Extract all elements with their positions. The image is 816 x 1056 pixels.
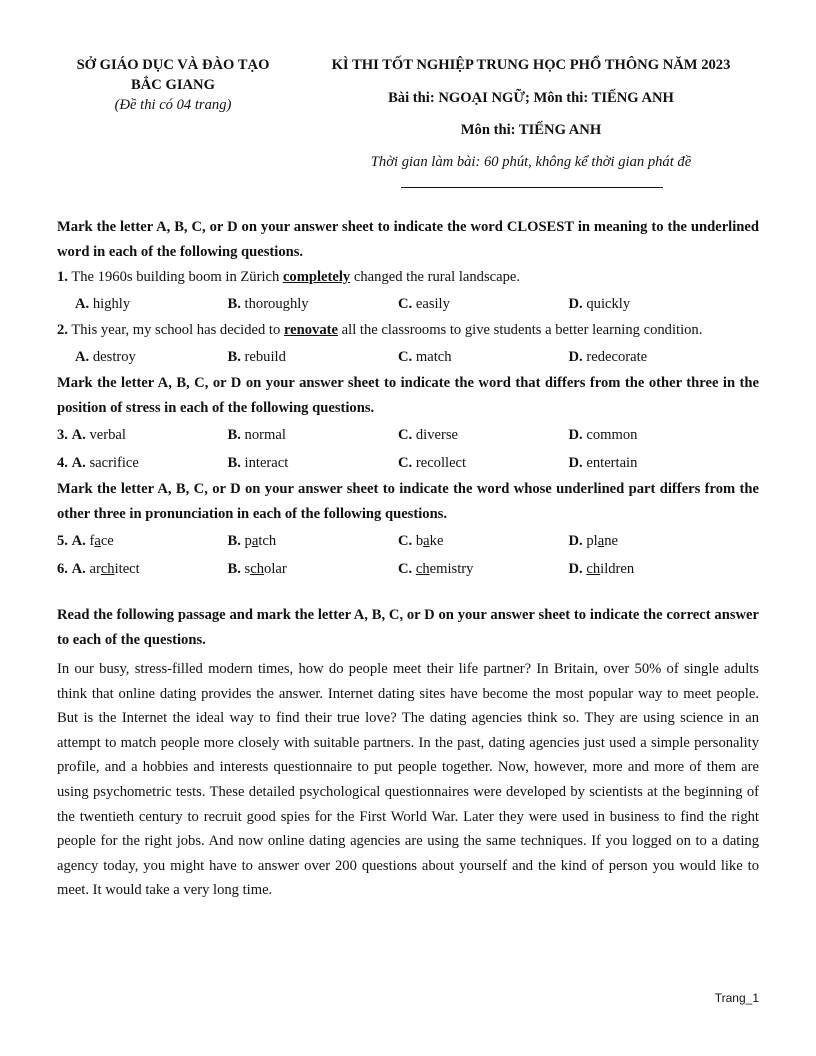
instruction-stress: Mark the letter A, B, C, or D on your answer sheet to indicate the word that differs from the other three in the position of stress in each of the following questions. <box>57 375 759 416</box>
question-3 <box>57 421 759 449</box>
underlined-word: renovate <box>283 322 338 338</box>
underlined-letters: a <box>597 533 605 549</box>
option-c[interactable]: C. bake <box>398 533 444 549</box>
underlined-word: completely <box>282 269 351 285</box>
exam-subject: Bài thi: NGOẠI NGỮ; Môn thi: TIẾNG ANH <box>388 90 674 106</box>
page-number: Trang_1 <box>714 991 759 1005</box>
header-exam-info <box>300 55 762 172</box>
instruction-pronunciation: Mark the letter A, B, C, or D on your answer sheet to indicate the word whose underlined part differs from the other three in pronunciation in each of the following questions. <box>57 481 759 522</box>
question-text: changed the rural landscape. <box>353 269 521 285</box>
option-d[interactable]: D. entertain <box>568 455 638 471</box>
exam-title: KÌ THI TỐT NGHIỆP TRUNG HỌC PHỔ THÔNG NĂM 2023 <box>331 57 731 73</box>
instruction-reading: Read the following passage and mark the letter A, B, C, or D on your answer sheet to indicate the correct answer to each of the questions. <box>57 607 759 648</box>
option-a[interactable]: A. destroy <box>75 349 136 365</box>
option-a[interactable]: 5. A. face <box>57 533 114 549</box>
header-divider <box>401 187 663 188</box>
underlined-letters: ch <box>586 561 601 577</box>
question-number: 2. <box>57 322 68 338</box>
option-b[interactable]: B. scholar <box>227 561 287 577</box>
department-name: SỞ GIÁO DỤC VÀ ĐÀO TẠO <box>76 57 270 73</box>
question-2-options <box>57 343 759 371</box>
question-1-options <box>57 290 759 318</box>
section-spacer <box>57 583 759 603</box>
question-text: The 1960s building boom in Zürich <box>71 269 280 285</box>
question-5 <box>57 527 759 555</box>
pages-note: (Đề thi có 04 trang) <box>114 97 232 113</box>
option-b[interactable]: B. patch <box>227 533 277 549</box>
option-b[interactable]: B. normal <box>227 427 286 443</box>
question-4 <box>57 449 759 477</box>
question-number: 6. <box>57 561 68 577</box>
question-6 <box>57 555 759 583</box>
question-number: 4. <box>57 455 68 471</box>
option-a[interactable]: 4. A. sacrifice <box>57 455 139 471</box>
underlined-letters: ch <box>250 561 265 577</box>
option-b[interactable]: B. rebuild <box>227 349 286 365</box>
header-department <box>58 55 288 115</box>
question-1 <box>57 265 759 290</box>
option-c[interactable]: C. recollect <box>398 455 467 471</box>
option-d[interactable]: D. children <box>568 561 635 577</box>
subject-line: Môn thi: TIẾNG ANH <box>460 122 602 138</box>
option-d[interactable]: D. quickly <box>568 296 631 312</box>
question-number: 3. <box>57 427 68 443</box>
option-c[interactable]: C. chemistry <box>398 561 474 577</box>
underlined-letters: ch <box>415 561 430 577</box>
option-b[interactable]: B. thoroughly <box>227 296 309 312</box>
question-number: 1. <box>57 269 68 285</box>
underlined-letters: ch <box>100 561 115 577</box>
reading-passage: In our busy, stress-filled modern times, how do people meet their life partner? In Britain, over 50% of single adults think that online dating provides the answer. Internet dating sites have become the most popular way to meet people. But is the Internet the ideal way to find their true love? The dating agencies think so. They are using science in an attempt to match people more closely with suitable partners. In the past, dating agencies just used a simple personality profile, and a hobbies and interests questionnaire to put people together. Now, however, more and more of them are using psychometric tests. These detailed psychological questionnaires were developed by scientists at the beginning of the twentieth century to recruit good spies for the First World War. Later they were used in business to find the right people for the right jobs. And now online dating agencies are using the same techniques. If you logged on to a dating agency today, you might have to answer over 200 questions about yourself and the kind of person you would like to meet. It would take a very long time. <box>57 661 759 899</box>
time-note: Thời gian làm bài: 60 phút, không kể thời gian phát đề <box>370 154 692 170</box>
question-text: all the classrooms to give students a better learning condition. <box>341 322 703 338</box>
option-c[interactable]: C. match <box>398 349 452 365</box>
question-2 <box>57 318 759 343</box>
option-a[interactable]: 3. A. verbal <box>57 427 126 443</box>
option-a[interactable]: A. highly <box>75 296 131 312</box>
question-number: 5. <box>57 533 68 549</box>
option-d[interactable]: D. common <box>568 427 638 443</box>
option-d[interactable]: D. plane <box>568 533 618 549</box>
option-c[interactable]: C. diverse <box>398 427 459 443</box>
option-b[interactable]: B. interact <box>227 455 289 471</box>
option-c[interactable]: C. easily <box>398 296 450 312</box>
underlined-letters: a <box>94 533 101 549</box>
question-text: This year, my school has decided to <box>71 322 281 338</box>
province-name: BẮC GIANG <box>131 77 215 93</box>
instruction-closest: Mark the letter A, B, C, or D on your answer sheet to indicate the word CLOSEST in meaning to the underlined word in each of the following questions. <box>57 219 759 260</box>
exam-content <box>57 215 759 903</box>
underlined-letters: a <box>251 533 259 549</box>
underlined-letters: a <box>423 533 430 549</box>
option-a[interactable]: 6. A. architect <box>57 561 140 577</box>
option-d[interactable]: D. redecorate <box>568 349 648 365</box>
